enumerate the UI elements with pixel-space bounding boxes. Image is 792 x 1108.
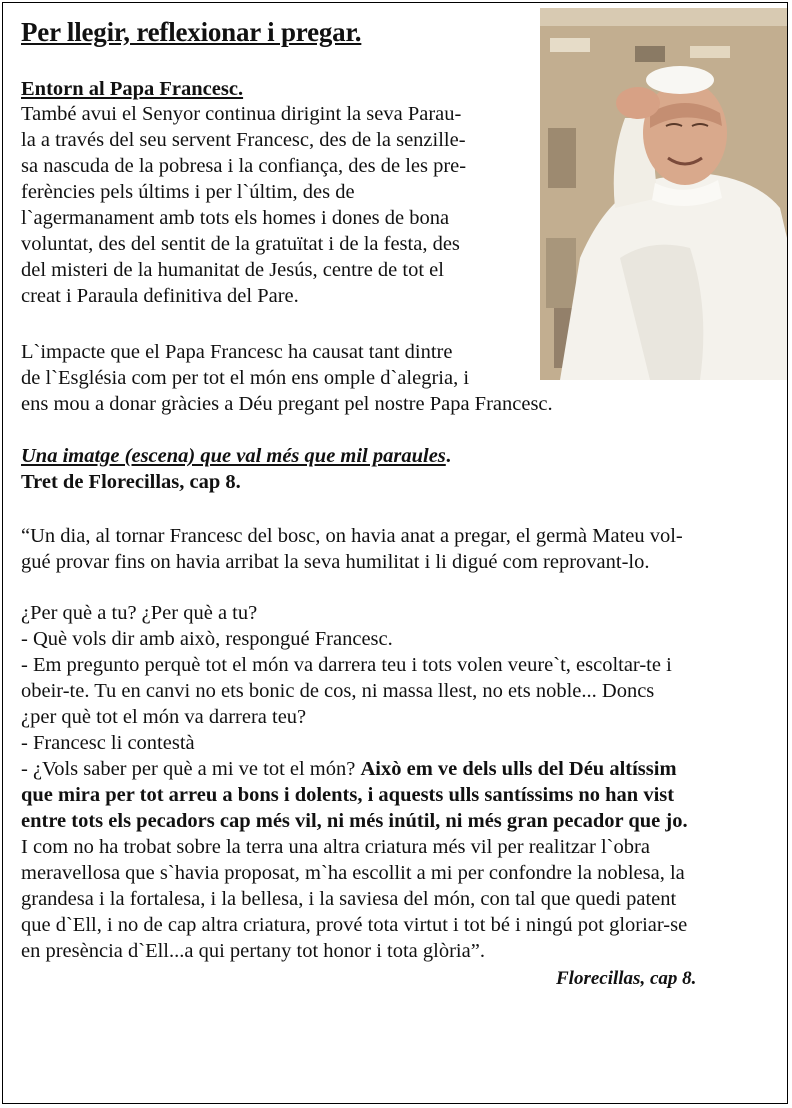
answer-bold-line: entre tots els pecadors cap més vil, ni més inútil, ni més gran pecador que jo. (21, 810, 688, 832)
text-line: ens mou a donar gràcies a Déu pregant pel nostre Papa Francesc. (21, 393, 553, 415)
pope-photo (540, 8, 787, 380)
text-line: la a través del seu servent Francesc, des de la senzille- (21, 129, 466, 151)
text-line: l`agermanament amb tots els homes i dones de bona (21, 207, 450, 229)
section-heading-period: . (445, 445, 451, 467)
source-reference: Tret de Florecillas, cap 8. (21, 471, 241, 493)
section-heading-imatge (21, 444, 451, 470)
text-line: en presència d`Ell...a qui pertany tot honor i tota glòria”. (21, 940, 485, 962)
answer-bold-line: que mira per tot arreu a bons i dolents, i aquests ulls santíssims no han vist (21, 784, 675, 806)
page-title: Per llegir, reflexionar i pregar. (21, 17, 362, 47)
section-heading-text: Una imatge (escena) que val més que mil paraules (21, 445, 446, 467)
answer-line (21, 757, 677, 783)
text-line: del misteri de la humanitat de Jesús, centre de tot el (21, 259, 444, 281)
answer-bold: Això em ve dels ulls del Déu altíssim (360, 758, 677, 780)
text-line: - Em pregunto perquè tot el món va darrera teu i tots volen veure`t, escoltar-te i (21, 654, 672, 676)
section-heading-entorn: Entorn al Papa Francesc. (21, 78, 244, 100)
text-line: obeir-te. Tu en canvi no ets bonic de cos, ni massa llest, no ets noble... Doncs (21, 680, 655, 702)
text-line: que d`Ell, i no de cap altra criatura, prové tota virtut i tot bé i ningú pot gloriar-se (21, 914, 688, 936)
text-line: - Francesc li contestà (21, 732, 195, 754)
text-line: També avui el Senyor continua dirigint la seva Parau- (21, 103, 462, 125)
signature: Florecillas, cap 8. (556, 968, 697, 989)
text-line: ferències pels últims i per l`últim, des de (21, 181, 355, 203)
text-line: L`impacte que el Papa Francesc ha causat tant dintre (21, 341, 453, 363)
text-line: ¿Per què a tu? ¿Per què a tu? (21, 602, 258, 624)
text-line: ¿per què tot el món va darrera teu? (21, 706, 307, 728)
text-line: creat i Paraula definitiva del Pare. (21, 285, 299, 307)
text-line: meravellosa que s`havia proposat, m`ha escollit a mi per confondre la noblesa, la (21, 862, 685, 884)
text-line: sa nascuda de la pobresa i la confiança, des de les pre- (21, 155, 467, 177)
text-line: - Què vols dir amb això, respongué Francesc. (21, 628, 393, 650)
page (2, 2, 788, 1104)
text-line: de l`Església com per tot el món ens omple d`alegria, i (21, 367, 470, 389)
text-line: gué provar fins on havia arribat la seva humilitat i li digué com reprovant-lo. (21, 551, 650, 573)
text-line: “Un dia, al tornar Francesc del bosc, on havia anat a pregar, el germà Mateu vol- (21, 525, 683, 547)
answer-start: - ¿Vols saber per què a mi ve tot el món? (21, 758, 361, 780)
text-line: grandesa i la fortalesa, i la bellesa, i la saviesa del món, con tal que quedi patent (21, 888, 677, 910)
text-line: I com no ha trobat sobre la terra una altra criatura més vil per realitzar l`obra (21, 836, 650, 858)
text-line: voluntat, des del sentit de la gratuïtat i de la festa, des (21, 233, 460, 255)
